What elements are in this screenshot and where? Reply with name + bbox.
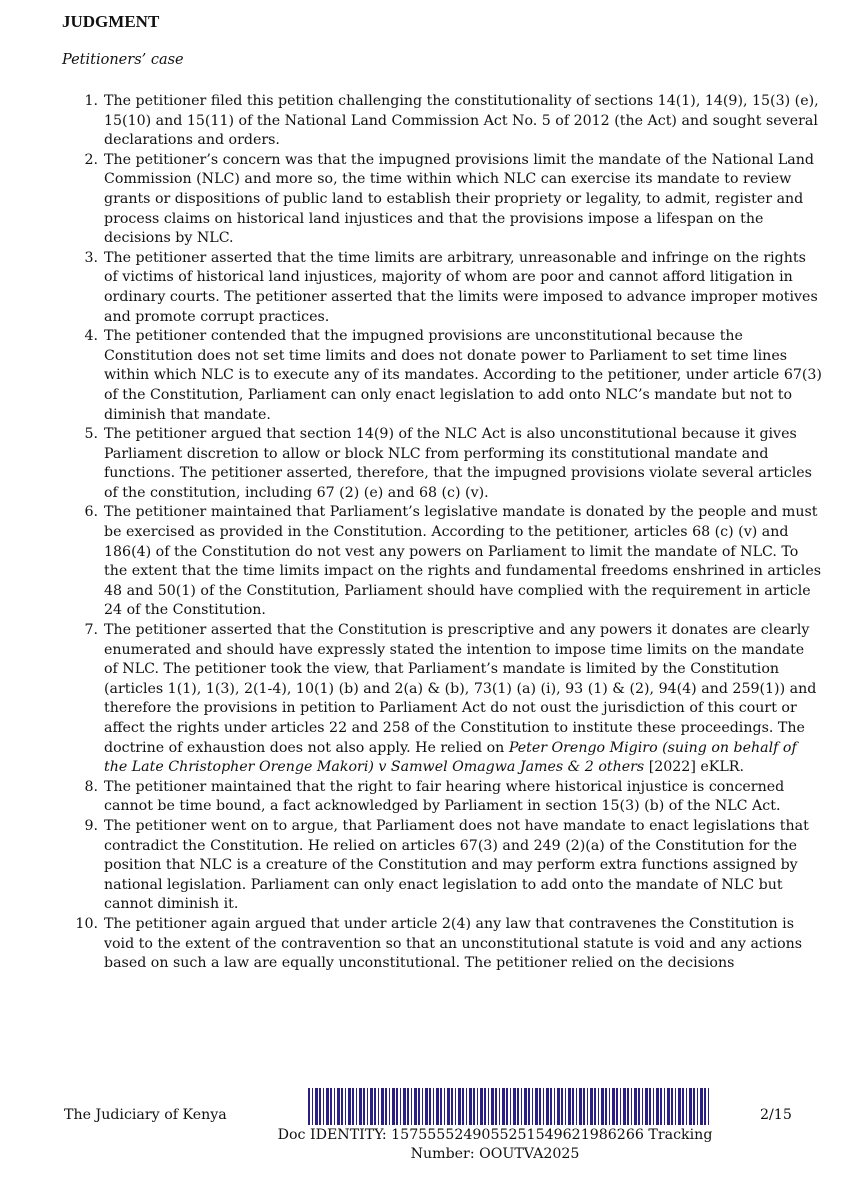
document-identity: [250, 1126, 740, 1164]
paragraph-text: The petitioner again argued that under article 2(4) any law that contravenes the Constitution is void to the extent of the contravention so that an unconstitutional statute is void and any actions based on such a law are equally unconstitutional. The petitioner relied on the decisions: [104, 915, 803, 972]
paragraph-number: 3.: [84, 249, 98, 266]
paragraph-text: The petitioner went on to argue, that Parliament does not have mandate to enact legislations that contradict the Constitution. He relied on articles 67(3) and 249 (2)(a) of the Constitution for the position that NLC is a creature of the Constitution and may perform extra functions assigned by national legislation. Parliament can only enact legislation to add onto the mandate of NLC but cannot diminish it.: [104, 817, 809, 913]
barcode: [308, 1088, 710, 1125]
list-item: [60, 503, 822, 621]
doc-id-line: Doc IDENTITY: 157555524905525154962198626​6 Tracking: [277, 1127, 713, 1143]
paragraph-number: 5.: [84, 426, 98, 443]
list-item: [60, 327, 822, 425]
list-item: [60, 778, 822, 817]
list-item: [60, 249, 822, 327]
list-item: [60, 915, 822, 974]
paragraph-number: 1.: [84, 93, 98, 109]
paragraph-number: 4.: [84, 328, 98, 345]
section-subheading: Petitioners’ case: [62, 52, 184, 68]
paragraph-text-lead: The petitioner asserted that the Constitution is prescriptive and any powers it donates are clearly enumerated and should have expressly stated the intention to impose time limits on the mandate of NLC. The petitioner took the view, that Parliament’s mandate is limited by the Constitution (articles 1(1), 1(3), 2(1-4), 10(1) (b) and 2(a) & (b), 73(1) (a) (i), 93 (1) & (2), 94(4) and 259(1)) and therefore the provisions in petition to Parliament Act do not oust the jurisdiction of this court or affect the rights under articles 22 and 258 of the Constitution to institute these proceedings. The doctrine of exhaustion does not also apply. He relied on: [104, 622, 817, 756]
list-item: [60, 425, 822, 503]
paragraph-list: [60, 92, 822, 974]
footer-judiciary: The Judiciary of Kenya: [64, 1107, 227, 1123]
paragraph-text: The petitioner asserted that the time limits are arbitrary, unreasonable and infringe on the rights of victims of historical land injustices, majority of whom are poor and cannot afford litigation in ordinary courts. The petitioner asserted that the limits were imposed to advance improper motives and promote corrupt practices.: [104, 249, 818, 325]
paragraph-text: The petitioner maintained that the right to fair hearing where historical injustice is concerned cannot be time bound, a fact acknowledged by Parliament in section 15(3) (b) of the NLC Act.: [104, 778, 785, 815]
paragraph-text: The petitioner argued that section 14(9) of the NLC Act is also unconstitutional because it gives Parliament discretion to allow or block NLC from performing its constitutional mandate and functions. The petitioner asserted, therefore, that the impugned provisions violate several articles of the constitution, including 67 (2) (e) and 68 (c) (v).: [104, 426, 812, 501]
paragraph-number: 9.: [84, 817, 98, 834]
list-item: [60, 817, 822, 915]
paragraph-text: The petitioner’s concern was that the impugned provisions limit the mandate of the National Land Commission (NLC) and more so, the time within which NLC can exercise its mandate to review grants or dispositions of public land to establish their propriety or legality, to admit, register and process claims on historical land injustices and that the provisions impose a lifespan on the decisions by NLC.: [104, 151, 814, 247]
paragraph-number: 8.: [84, 778, 98, 795]
case-citation: Peter Orengo Migiro (suing on behalf of the Late Christopher Orenge Makori) v Samwel Omagwa James & 2 others: [104, 739, 797, 776]
paragraph-number: 7.: [84, 622, 98, 639]
list-item: [60, 621, 822, 778]
paragraph-text: The petitioner contended that the impugned provisions are unconstitutional because the Constitution does not set time limits and does not donate power to Parliament to set time lines within which NLC is to execute any of its mandates. According to the petitioner, under article 67(3) of the Constitution, Parliament can only enact legislation to add onto NLC’s mandate but not to diminish that mandate.: [104, 328, 822, 423]
paragraph-number: 2.: [84, 151, 98, 168]
tracking-number: Number: OOUTVA2025: [410, 1146, 580, 1162]
paragraph-text: [104, 622, 816, 775]
paragraph-text-tail: [2022] eKLR.: [644, 759, 744, 776]
paragraph-text: The petitioner filed this petition challenging the constitutionality of sections 14(1), 14(9), 15(3) (e), 15(10) and 15(11) of the National Land Commission Act No. 5 of 2012 (the Act) and sought several declarations and orders.: [104, 93, 819, 149]
paragraph-text: The petitioner maintained that Parliament’s legislative mandate is donated by the people and must be exercised as provided in the Constitution. According to the petitioner, articles 68 (c) (v) and 186(4) of the Constitution do not vest any powers on Parliament to limit the mandate of NLC. To the extent that the time limits impact on the rights and fundamental freedoms enshrined in articles 48 and 50(1) of the Constitution, Parliament should have complied with the requirement in article 24 of the Constitution.: [104, 504, 822, 619]
list-item: [60, 92, 822, 151]
page-heading: JUDGMENT: [62, 12, 160, 31]
list-item: [60, 151, 822, 249]
paragraph-number: 10.: [75, 915, 98, 932]
paragraph-number: 6.: [84, 504, 98, 521]
page-number: 2/15: [760, 1107, 792, 1123]
